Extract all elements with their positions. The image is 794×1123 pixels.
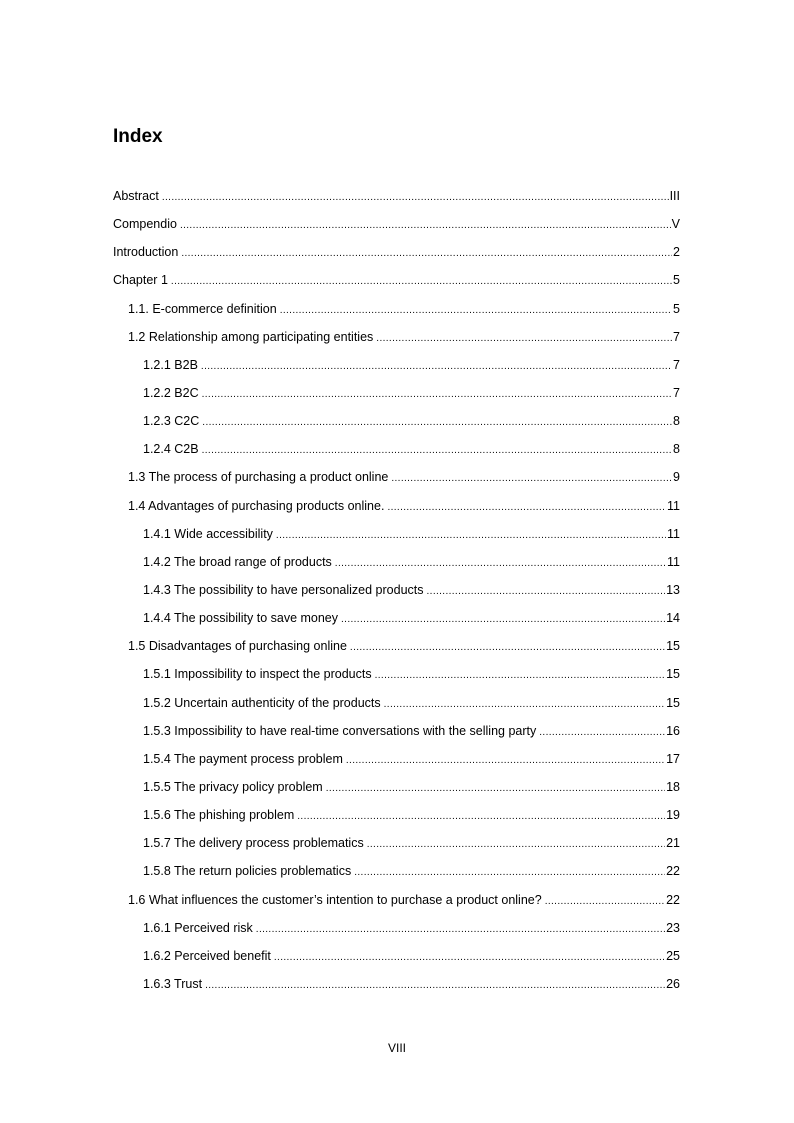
toc-entry-page-number: 11 [667,498,680,513]
toc-entry-page-number: 11 [667,526,680,541]
toc-entry-page-number: 15 [666,695,680,710]
dot-leader [274,947,665,969]
toc-entry-page-number: 8 [673,414,680,429]
dot-leader [427,581,666,603]
toc-entry-label: 1.6.2 Perceived benefit [143,948,271,963]
dot-leader [545,891,665,913]
toc-entry[interactable] [113,326,680,354]
dot-leader [391,468,672,490]
toc-entry-label: Compendio [113,217,177,232]
toc-entry-page-number: 14 [666,611,680,626]
toc-entry-page-number: 7 [673,329,680,344]
dot-leader [350,637,665,659]
toc-entry-label: 1.2.2 B2C [143,385,199,400]
toc-entry-page-number: 22 [666,864,680,879]
toc-entry-label: 1.6.1 Perceived risk [143,920,253,935]
dot-leader [375,665,666,687]
dot-leader [181,243,672,265]
toc-entry[interactable] [113,776,680,804]
dot-leader [202,384,672,406]
dot-leader [346,750,665,772]
toc-entry-page-number: 19 [666,808,680,823]
toc-entry[interactable] [113,607,680,635]
dot-leader [256,919,665,941]
toc-entry-label: 1.5.7 The delivery process problematics [143,836,364,851]
toc-entry[interactable] [113,832,680,860]
dot-leader [341,609,665,631]
dot-leader [297,806,665,828]
toc-entry[interactable] [113,860,680,888]
toc-entry-page-number: 22 [666,892,680,907]
toc-entry-page-number: 17 [666,751,680,766]
dot-leader [326,778,665,800]
dot-leader [171,271,672,293]
dot-leader [202,440,672,462]
dot-leader [201,356,672,378]
table-of-contents [113,185,680,1001]
toc-entry-label: 1.4 Advantages of purchasing products online. [128,498,385,513]
toc-entry-label: 1.4.3 The possibility to have personalized products [143,582,424,597]
toc-entry-page-number: 11 [667,554,680,569]
toc-entry-label: 1.4.2 The broad range of products [143,554,332,569]
toc-entry-label: 1.3 The process of purchasing a product online [128,470,389,485]
toc-entry-label: 1.6 What influences the customer’s intention to purchase a product online? [128,892,542,907]
toc-entry-label: 1.2.4 C2B [143,442,199,457]
toc-entry-page-number: 8 [673,442,680,457]
toc-entry-page-number: 23 [666,920,680,935]
toc-entry-label: 1.5.8 The return policies problematics [143,864,352,879]
toc-entry[interactable] [113,945,680,973]
toc-entry-page-number: 7 [673,357,680,372]
toc-entry[interactable] [113,804,680,832]
toc-entry-page-number: 15 [666,639,680,654]
toc-entry[interactable] [113,889,680,917]
toc-entry[interactable] [113,917,680,945]
toc-entry[interactable] [113,579,680,607]
toc-entry-label: 1.2.3 C2C [143,414,200,429]
toc-entry[interactable] [113,466,680,494]
toc-entry[interactable] [113,663,680,691]
dot-leader [162,187,669,209]
toc-entry-label: 1.1. E-commerce definition [128,301,277,316]
toc-entry-label: 1.5.1 Impossibility to inspect the products [143,667,372,682]
toc-entry-page-number: 21 [666,836,680,851]
toc-entry[interactable] [113,354,680,382]
toc-entry-label: 1.5.3 Impossibility to have real-time conversations with the selling party [143,723,537,738]
toc-entry[interactable] [113,973,680,1001]
dot-leader [354,862,665,884]
toc-entry[interactable] [113,692,680,720]
toc-entry[interactable] [113,213,680,241]
dot-leader [376,328,672,350]
toc-entry[interactable] [113,298,680,326]
dot-leader [387,497,666,519]
dot-leader [335,553,666,575]
toc-entry-label: 1.5.6 The phishing problem [143,808,295,823]
toc-entry[interactable] [113,241,680,269]
toc-entry[interactable] [113,438,680,466]
toc-entry-page-number: 16 [666,723,680,738]
dot-leader [367,834,665,856]
toc-entry-label: 1.2 Relationship among participating entities [128,329,374,344]
toc-entry-page-number: 5 [673,273,680,288]
dot-leader [205,975,665,997]
toc-entry[interactable] [113,551,680,579]
toc-entry[interactable] [113,185,680,213]
footer-page-number: VIII [387,1041,406,1055]
toc-entry-page-number: 15 [666,667,680,682]
toc-entry-label: 1.2.1 B2B [143,357,198,372]
toc-entry-label: Abstract [113,189,159,203]
toc-entry-page-number: 2 [673,245,680,260]
page-title: Index [113,126,163,147]
toc-entry-page-number: 18 [666,779,680,794]
toc-entry-label: 1.5 Disadvantages of purchasing online [128,639,347,654]
toc-entry[interactable] [113,720,680,748]
toc-entry[interactable] [113,523,680,551]
dot-leader [276,525,666,547]
dot-leader [202,412,672,434]
toc-entry[interactable] [113,635,680,663]
toc-entry-label: 1.5.5 The privacy policy problem [143,779,323,794]
toc-entry[interactable] [113,748,680,776]
toc-entry-page-number: 26 [666,976,680,991]
toc-entry[interactable] [113,269,680,297]
toc-entry[interactable] [113,410,680,438]
toc-entry-label: 1.6.3 Trust [143,976,203,991]
toc-entry-page-number: 13 [666,582,680,597]
dot-leader [280,300,672,322]
toc-entry-page-number: III [669,189,680,203]
toc-entry-label: 1.4.4 The possibility to save money [143,611,339,626]
toc-entry-label: 1.5.2 Uncertain authenticity of the products [143,695,381,710]
dot-leader [180,215,671,237]
dot-leader [539,722,665,744]
toc-entry[interactable] [113,382,680,410]
toc-entry-page-number: 5 [673,301,680,316]
toc-entry-label: Introduction [113,245,179,260]
toc-entry-label: Chapter 1 [113,273,168,288]
toc-entry-page-number: 9 [673,470,680,485]
toc-entry-page-number: 25 [666,948,680,963]
toc-entry[interactable] [113,495,680,523]
toc-entry-page-number: 7 [673,385,680,400]
toc-entry-page-number: V [671,217,680,232]
toc-entry-label: 1.5.4 The payment process problem [143,751,343,766]
dot-leader [384,694,665,716]
toc-entry-label: 1.4.1 Wide accessibility [143,526,273,541]
